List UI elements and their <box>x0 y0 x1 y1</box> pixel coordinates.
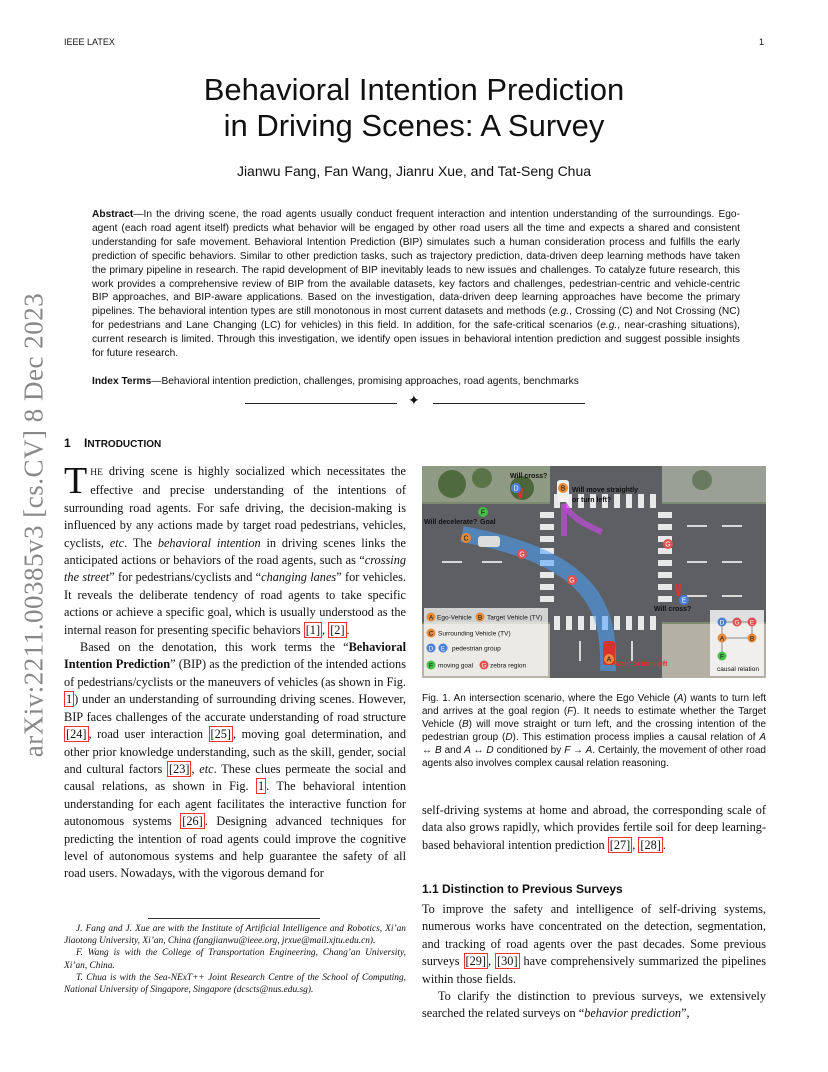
svg-text:B: B <box>560 485 566 493</box>
citation-link[interactable]: [26] <box>182 814 203 829</box>
svg-text:C: C <box>463 535 469 543</box>
legend-zebra: zebra region <box>490 662 527 670</box>
figure-link[interactable]: 1 <box>258 779 265 794</box>
footnotes <box>64 923 406 996</box>
citation-link[interactable]: [2] <box>330 622 345 637</box>
label-want-turn: Want to turn left <box>614 661 668 668</box>
svg-text:A: A <box>606 656 612 664</box>
svg-text:C: C <box>428 630 434 638</box>
footnote: T. Chua is with the Sea-NExT++ Joint Research Centre of the School of Computing, National University of Singapore, Singapore (dcscts@nus.edu.sg). <box>64 972 406 996</box>
figure-1 <box>422 466 766 678</box>
svg-text:G: G <box>734 619 740 627</box>
label-will-cross-right: Will cross? <box>654 606 692 613</box>
label-will-cross-top: Will cross? <box>510 473 548 480</box>
svg-text:F: F <box>720 653 724 661</box>
causal-relation-graph <box>710 610 764 676</box>
citation-link[interactable]: [30] <box>497 954 518 969</box>
section-separator <box>245 396 585 410</box>
footnote-rule <box>148 918 320 919</box>
svg-text:G: G <box>481 662 487 670</box>
legend-moving-goal: moving goal <box>438 662 474 670</box>
svg-text:F: F <box>480 509 486 517</box>
citation-link[interactable]: [23] <box>168 761 190 776</box>
legend-target: Target Vehicle (TV) <box>487 614 543 622</box>
figure-caption: Fig. 1. An intersection scenario, where the Ego Vehicle (A) wants to turn left and arrives at the goal region (F). It needs to estimate whether the Target Vehicle (B) will move straight or turn left, and the crossing intention of the pedestrian group (D). This estimation process implies a causal relation of A ↔ B and A ↔ D conditioned by F → A. Certainly, the movement of other road agents also involves complex causal relation reasoning. <box>422 693 766 769</box>
svg-text:D: D <box>719 619 725 627</box>
subsection-heading: 1.1 Distinction to Previous Surveys <box>422 882 623 896</box>
corner-block-tr <box>662 466 766 502</box>
subsection-text <box>422 901 766 1023</box>
title-line-2: in Driving Scenes: A Survey <box>223 108 605 143</box>
authors: Jianwu Fang, Fan Wang, Jianru Xue, and Tat-Seng Chua <box>236 163 592 179</box>
section-heading-introduction: 1 INTRODUCTION <box>64 436 162 450</box>
intro-paragraph-2: Based on the denotation, this work terms the “Behavioral Intention Prediction” (BIP) as the prediction of the intended actions of pedestrians/cyclists or the maneuvers of vehicles (as shown in Fig. 1 ) under an understanding of surrounding driving scenes. However, BIP faces challenges of the accurate understanding of road structure [24] , road user interaction [25] , moving goal determination, and other prior knowledge understanding, such as the skill, gender, social and cultural factors [23] , etc. These clues permeate the social and causal relations, as shown in Fig. 1 . The behavioral intention understanding for each agent facilitates the interactive function for autonomous systems [26] . Designing advanced techniques for predicting the intention of road agents could improve the cognitive level of autonomous systems and help guarantee the safety of all road users. Nowadays, with the vigorous demand for <box>64 640 406 881</box>
svg-text:A: A <box>428 614 434 622</box>
svg-text:A: A <box>719 635 725 643</box>
causal-relation-label: causal relation <box>717 666 759 673</box>
label-will-decelerate: Will decelerate? <box>424 519 478 526</box>
abstract-label: Abstract <box>92 209 134 220</box>
citation-link[interactable]: [25] <box>210 727 232 742</box>
index-terms-label: Index Terms <box>92 376 152 387</box>
citation-link[interactable]: [27] <box>609 837 631 852</box>
arxiv-stamp: arXiv:2211.00385v3 [cs.CV] 8 Dec 2023 <box>18 292 49 758</box>
svg-text:E: E <box>681 597 687 605</box>
page-number: 1 <box>758 37 764 47</box>
footnote: F. Wang is with the College of Transportation Engineering, Chang’an University, Xi’an, China. <box>64 948 406 971</box>
paper-title <box>140 72 688 144</box>
intro-column-1 <box>64 460 406 883</box>
legend-surrounding: Surrounding Vehicle (TV) <box>438 630 511 638</box>
footnote: J. Fang and J. Xue are with the Institute of Artificial Intelligence and Robotics, Xi’an Jiaotong University, Xi’an, China (fangjianwu@ieee.org, jrxue@mail.xjtu.edu.cn). <box>64 924 406 947</box>
svg-text:B: B <box>749 635 755 643</box>
svg-text:E: E <box>440 645 446 653</box>
svg-text:G: G <box>519 551 525 559</box>
subsection-paragraph-1: To improve the safety and intelligence of self-driving systems, numerous works have concentrated on the detection, segmentation, and tracking of road agents over the past decades. Some previous surveys [29] , [30] have comprehensively summarized the pipelines within those fields. <box>422 902 766 986</box>
svg-text:D: D <box>428 645 434 653</box>
abstract: Abstract—In the driving scene, the road agents usually conduct frequent interaction and intention understanding of the surroundings. Ego-agent (each road agent itself) predicts what behavior will be engaged by other road users all the time and expects a shared and consistent understanding for safe movement. Behavioral Intention Prediction (BIP) simulates such a human consideration process and fulfills the early prediction of specific behaviors. Similar to other prediction tasks, such as trajectory prediction, data-driven deep learning methods have taken the primary pipeline in research. The rapid development of BIP inevitably leads to new issues and challenges. To catalyze future research, this work provides a comprehensive review of BIP from the available datasets, key factors and challenges, pedestrian-centric and vehicle-centric BIP approaches, and BIP-aware applications. Based on the investigation, data-driven deep learning approaches have become the primary pipelines. The behavioral intention types are still monotonous in most current datasets and methods (e.g., Crossing (C) and Not Crossing (NC) for pedestrians and Lane Changing (LC) for vehicles) in this field. In addition, for the safe-critical scenarios (e.g., near-crashing situations), current research is limited. Through this investigation, we identify open issues in behavioral intention prediction and suggest possible insights for future research. <box>92 209 741 360</box>
svg-text:E: E <box>749 619 755 627</box>
separator-line-left <box>245 403 397 404</box>
svg-text:D: D <box>513 485 519 493</box>
legend-pedestrian: pedestrian group <box>452 645 501 653</box>
separator-star-icon: ✦ <box>408 394 420 409</box>
tree <box>472 468 492 488</box>
citation-link[interactable]: [28] <box>640 837 661 852</box>
drop-cap: T <box>64 460 88 502</box>
figure-legend <box>424 608 548 676</box>
intro-paragraph-1: THE driving scene is highly socialized which necessitates the effective and precise understanding of the intentions of surrounding road agents. For safe driving, the decision-making is influenced by any actions made by target road pedestrians, vehicles, cyclists, etc. The behavioral intention in driving scenes links the anticipated actions or behaviors of the road agents, such as “crossing the street” for pedestrians/cyclists and “changing lanes” for vehicles. It reveals the deliberate tendency of road agents to take specific actions or achieve a specific goal, which is usually understood as the internal reason for presenting specific behaviors [1] , [2] . <box>64 460 406 637</box>
svg-text:B: B <box>477 614 483 622</box>
subsection-paragraph-2: To clarify the distinction to previous surveys, we extensively searched the related surveys on “behavior prediction”, <box>422 989 766 1021</box>
label-will-move: Will move straightly <box>572 487 639 494</box>
intersection-illustration <box>422 466 766 678</box>
separator-line-right <box>433 403 585 404</box>
label-or-turn: or turn left? <box>572 497 612 504</box>
citation-link[interactable]: [1] <box>305 622 321 637</box>
label-goal: Goal <box>480 519 496 526</box>
svg-text:G: G <box>665 541 671 549</box>
index-terms: Index Terms—Behavioral intention prediction, challenges, promising approaches, road agents, benchmarks <box>92 376 579 387</box>
intro-column-2-continued: self-driving systems at home and abroad, the corresponding scale of data also grows rapidly, which provides fertile soil for deep learning-based behavioral intention prediction [27] , [28] . <box>422 803 766 852</box>
figure-link[interactable]: 1 <box>66 692 73 707</box>
tree <box>692 470 712 490</box>
title-line-1: Behavioral Intention Prediction <box>203 72 625 107</box>
tree <box>438 470 466 498</box>
citation-link[interactable]: [24] <box>66 727 87 742</box>
svg-text:F: F <box>429 662 433 670</box>
svg-text:G: G <box>569 577 575 585</box>
running-header: IEEE LATEX <box>64 37 115 47</box>
citation-link[interactable]: [29] <box>465 954 487 969</box>
legend-ego: Ego-Vehicle <box>437 614 472 622</box>
surrounding-vehicle <box>478 536 500 547</box>
